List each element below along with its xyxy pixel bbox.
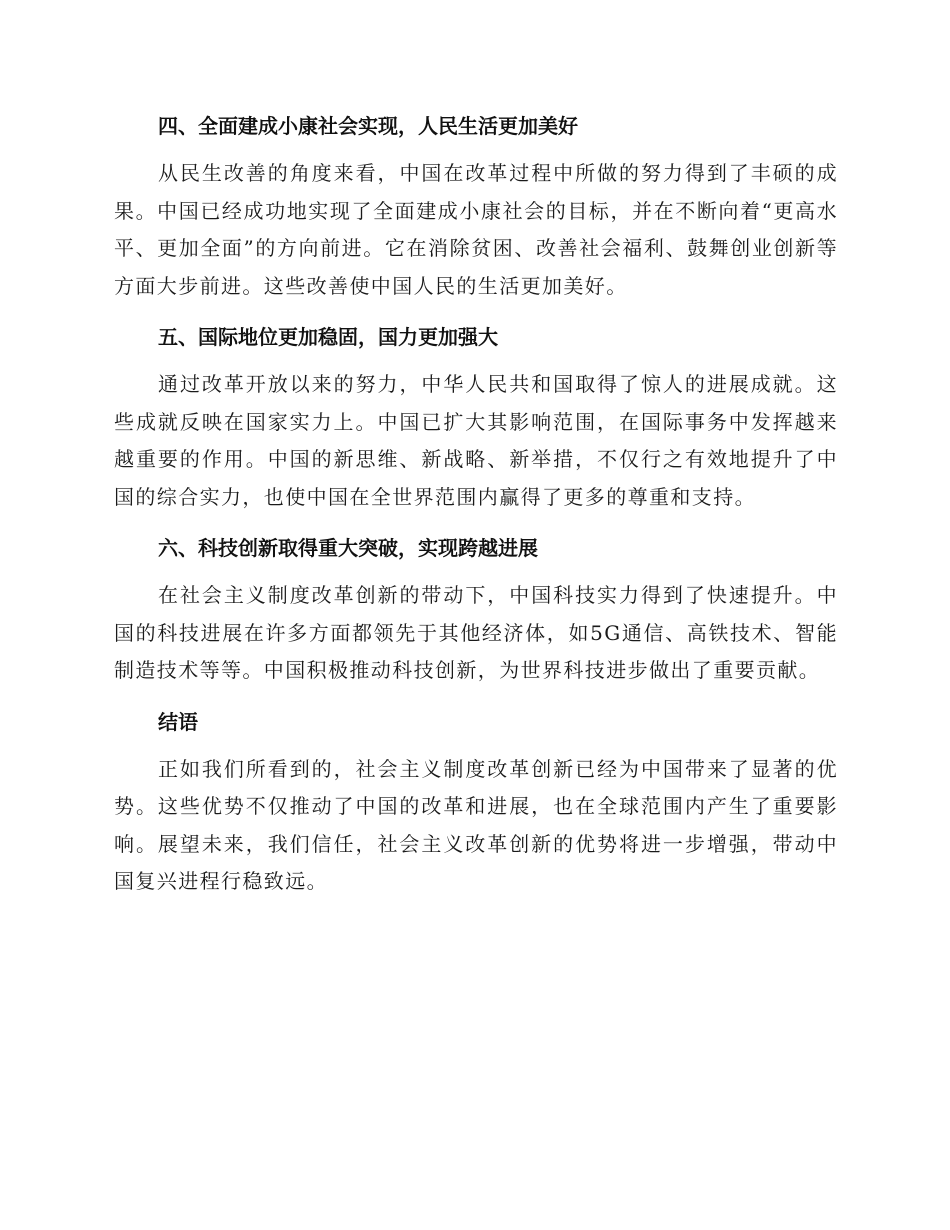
- section-heading-4: 四、全面建成小康社会实现，人民生活更加美好: [158, 114, 578, 138]
- conclusion-heading: 结语: [158, 709, 198, 734]
- section-heading-6: 六、科技创新取得重大突破，实现跨越进展: [158, 536, 538, 560]
- section-paragraph-6: 在社会主义制度改革创新的带动下，中国科技实力得到了快速提升。中国的科技进展在许多方面都领先于其他经济体，如5G通信、高铁技术、智能制造技术等等。中国积极推动科技创新，为世界科技进步做出了重要贡献。: [114, 583, 838, 682]
- document-body: [114, 108, 838, 901]
- section-heading-5: 五、国际地位更加稳固，国力更加强大: [158, 325, 498, 349]
- conclusion-paragraph: 正如我们所看到的，社会主义制度改革创新已经为中国带来了显著的优势。这些优势不仅推动了中国的改革和进展，也在全球范围内产生了重要影响。展望未来，我们信任，社会主义改革创新的优势将进一步增强，带动中国复兴进程行稳致远。: [114, 756, 838, 893]
- section-paragraph-5: 通过改革开放以来的努力，中华人民共和国取得了惊人的进展成就。这些成就反映在国家实力上。中国已扩大其影响范围，在国际事务中发挥越来越重要的作用。中国的新思维、新战略、新举措，不仅行之有效地提升了中国的综合实力，也使中国在全世界范围内赢得了更多的尊重和支持。: [114, 372, 838, 509]
- section-paragraph-4: 从民生改善的角度来看，中国在改革过程中所做的努力得到了丰硕的成果。中国已经成功地实现了全面建成小康社会的目标，并在不断向着“更高水平、更加全面”的方向前进。它在消除贫困、改善社会福利、鼓舞创业创新等方面大步前进。这些改善使中国人民的生活更加美好。: [114, 161, 838, 298]
